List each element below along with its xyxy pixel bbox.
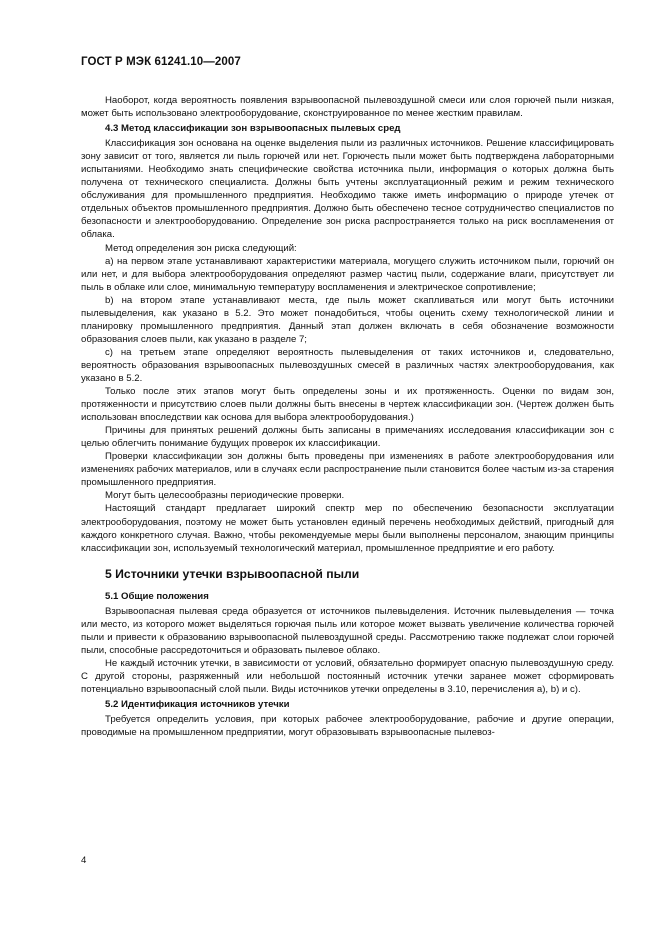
document-header: ГОСТ Р МЭК 61241.10—2007 xyxy=(81,56,241,68)
paragraph: c) на третьем этапе определяют вероятность пылевыделения от таких источников и, следовательно, вероятность образования взрывоопасных пылевоздушных смесей в различных частях электрооборудования, как указано в 5.2. xyxy=(81,346,614,384)
paragraph: Только после этих этапов могут быть определены зоны и их протяженность. Оценки по видам зон, протяженности и присутствию слоев пыли должны быть внесены в чертеж классификации зон. (Чертеж должен быть использован впоследствии как основа для выбора электрооборудования.) xyxy=(81,386,614,424)
paragraph: Проверки классификации зон должны быть проведены при изменениях в работе электрооборудования или изменениях рабочих материалов, или в случаях если распространение пыли становится более частым из-за старения промышленного предприятия. xyxy=(81,451,614,489)
document-body xyxy=(81,94,614,739)
paragraph: Требуется определить условия, при которых рабочее электрооборудование, рабочие и другие операции, проводимые на промышленном предприятии, могут образовывать взрывоопасные пылевоз- xyxy=(81,714,614,739)
paragraph: Наоборот, когда вероятность появления взрывоопасной пылевоздушной смеси или слоя горючей пыли низкая, может быть использовано электрооборудование, сконструированное по менее жестким правилам. xyxy=(81,95,614,120)
subsection-heading: 5.1 Общие положения xyxy=(105,590,209,602)
subsection-heading: 4.3 Метод классификации зон взрывоопасных пылевых сред xyxy=(105,123,401,135)
paragraph: Взрывоопасная пылевая среда образуется от источников пылевыделения. Источник пылевыделения — точка или место, из которого может выделяться горючая пыль или которое может вызвать увеличение количества горючей пыли и привести к образованию взрывоопасной пылевоздушной среды. Рассмотрению также подлежат слои горючей пыли, способные рассредоточиться и образовать пылевое облако. xyxy=(81,605,614,656)
page-number: 4 xyxy=(81,855,87,866)
paragraph: Классификация зон основана на оценке выделения пыли из различных источников. Решение классифицировать зону зависит от того, является ли пыль горючей или нет. Горючесть пыли может быть подтверждена лабораторными испытаниями. Необходимо знать специфические свойства источника пыли, информация о которых должна быть получена от технического специалиста. Должны быть учтены эксплуатационный режим и режим технического обслуживания для промышленного предприятия. Необходимо также иметь информацию о природе утечек от отдельных объектов промышленного предприятия. Должно быть обеспечено тесное сотрудничество специалистов по безопасности и электрооборудованию. Определение зон риска распространяется только на риск воспламенения от облака. xyxy=(81,138,614,241)
paragraph: Могут быть целесообразны периодические проверки. xyxy=(105,490,345,502)
subsection-heading: 5.2 Идентификация источников утечки xyxy=(105,699,290,711)
paragraph: Настоящий стандарт предлагает широкий спектр мер по обеспечению безопасности эксплуатации электрооборудования, поэтому не может быть установлен единый перечень необходимых действий, пригодный для каждого конкретного случая. Важно, чтобы рекомендуемые меры были выполнены персоналом, знающим принципы классификации зон, используемый технологический материал, промышленное предприятие и его работу. xyxy=(81,503,614,554)
paragraph: Причины для принятых решений должны быть записаны в примечаниях исследования классификации зон с целью облегчить понимание будущих проверок их классификации. xyxy=(81,425,614,450)
paragraph: b) на втором этапе устанавливают места, где пыль может скапливаться или могут быть источники пылевыделения, как указано в 5.2. Это может понадобиться, чтобы оценить схему технологической линии и планировку промышленного предприятия. Данный этап должен включать в себя обозначение возможности образования слоев пыли, как указано в разделе 7; xyxy=(81,294,614,345)
section-heading: 5 Источники утечки взрывоопасной пыли xyxy=(105,566,360,581)
paragraph: Метод определения зон риска следующий: xyxy=(105,242,297,254)
paragraph: Не каждый источник утечки, в зависимости от условий, обязательно формирует опасную пылевоздушную среду. С другой стороны, разряженный или небольшой постоянный источник утечки заранее может сформировать потенциально взрывоопасный слой пыли. Виды источников утечки определены в 3.10, перечисления a), b) и c). xyxy=(81,657,614,696)
paragraph: a) на первом этапе устанавливают характеристики материала, могущего служить источником пыли, горючий он или нет, и для выбора электрооборудования определяют размер частиц пыли, содержание влаги, присутствует ли пыль в облаке или слое, минимальную температуру воспламенения и электрическое сопротивление; xyxy=(81,255,614,293)
